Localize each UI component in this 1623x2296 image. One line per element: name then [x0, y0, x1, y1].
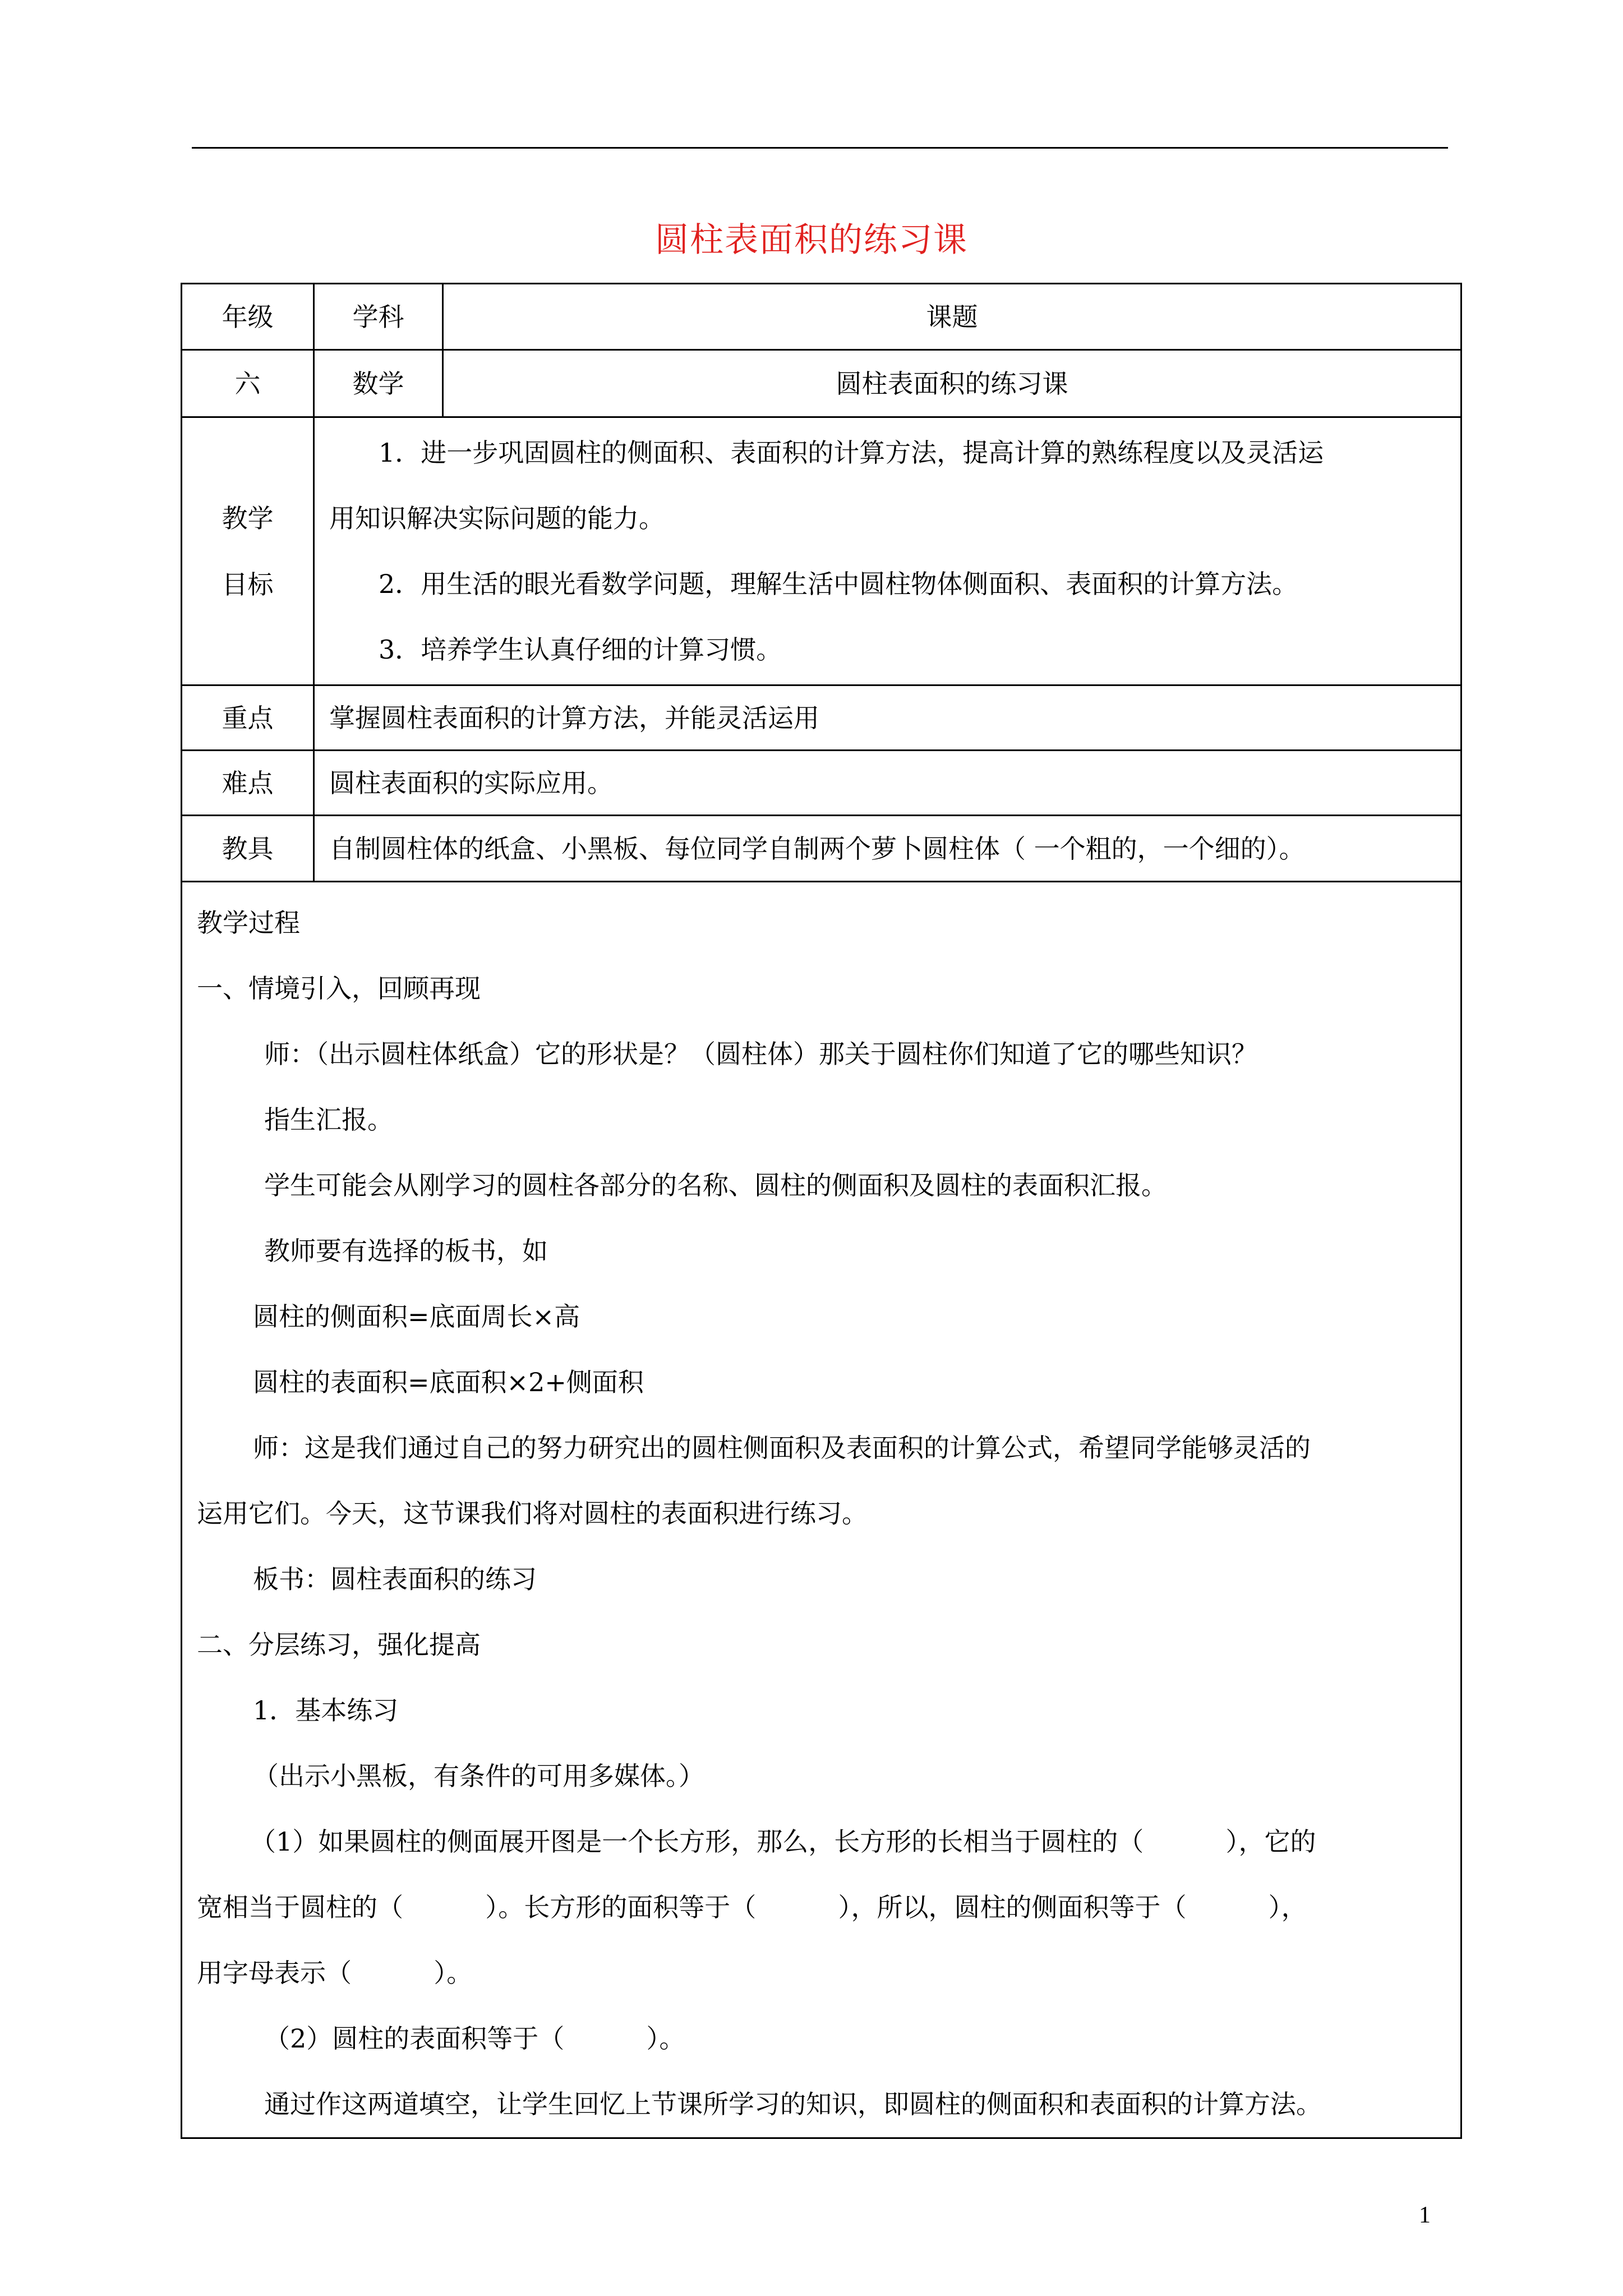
goals-label-line-2: 目标: [222, 569, 274, 600]
process-line: 用字母表示（ ）。: [197, 1958, 473, 1988]
process-line: 板书：圆柱表面积的练习: [253, 1564, 537, 1594]
tools-row: [182, 816, 1461, 882]
key-point-row: [182, 685, 1461, 751]
key-point-text: 掌握圆柱表面积的计算方法，并能灵活运用: [314, 685, 1461, 751]
process-line: （1）如果圆柱的侧面展开图是一个长方形，那么，长方形的长相当于圆柱的（ ），它的: [250, 1826, 1316, 1857]
goals-label: [182, 417, 314, 685]
goals-label-line-1: 教学: [222, 503, 274, 533]
tools-label: 教具: [182, 816, 314, 882]
goal-item-1-continued: 用知识解决实际问题的能力。: [329, 503, 665, 533]
key-point-label: 重点: [182, 685, 314, 751]
tools-text: 自制圆柱体的纸盒、小黑板、每位同学自制两个萝卜圆柱体（ 一个粗的，一个细的）。: [314, 816, 1461, 882]
goal-item-3: 3．培养学生认真仔细的计算习惯。: [379, 634, 782, 665]
page-number: 1: [1419, 2202, 1431, 2228]
process-line: （出示小黑板，有条件的可用多媒体。）: [253, 1761, 704, 1791]
difficulty-row: [182, 751, 1461, 816]
process-line: 教师要有选择的板书，如: [264, 1236, 548, 1266]
process-line: 一、情境引入，回顾再现: [197, 973, 481, 1004]
goal-item-1: 1．进一步巩固圆柱的侧面积、表面积的计算方法，提高计算的熟练程度以及灵活运: [379, 437, 1324, 468]
process-line: （2）圆柱的表面积等于（ ）。: [264, 2023, 685, 2054]
subject-header: 学科: [314, 284, 443, 350]
teaching-process: [182, 882, 1461, 2138]
process-row: [182, 882, 1461, 2138]
table-info-row: [182, 350, 1461, 417]
difficulty-label: 难点: [182, 751, 314, 816]
difficulty-text: 圆柱表面积的实际应用。: [314, 751, 1461, 816]
process-line: 指生汇报。: [264, 1105, 393, 1135]
process-line: 通过作这两道填空，让学生回忆上节课所学习的知识，即圆柱的侧面积和表面积的计算方法。: [264, 2089, 1322, 2119]
process-line: 师：（出示圆柱体纸盒）它的形状是？（圆柱体）那关于圆柱你们知道了它的哪些知识？: [264, 1039, 1257, 1069]
goals-content: [314, 417, 1461, 685]
process-line: 师：这是我们通过自己的努力研究出的圆柱侧面积及表面积的计算公式，希望同学能够灵活的: [253, 1433, 1311, 1463]
process-line: 二、分层练习，强化提高: [197, 1630, 481, 1660]
table-header-row: [182, 284, 1461, 350]
goal-item-2: 2．用生活的眼光看数学问题，理解生活中圆柱物体侧面积、表面积的计算方法。: [379, 568, 1298, 599]
process-line: 宽相当于圆柱的（ ）。长方形的面积等于（ ），所以，圆柱的侧面积等于（ ），: [197, 1892, 1307, 1922]
lesson-plan-table: [181, 283, 1462, 2139]
grade-value: 六: [182, 350, 314, 417]
process-line: 圆柱的侧面积=底面周长×高: [253, 1301, 580, 1332]
document-title: 圆柱表面积的练习课: [655, 220, 968, 260]
header-rule: [192, 147, 1448, 149]
process-line: 学生可能会从刚学习的圆柱各部分的名称、圆柱的侧面积及圆柱的表面积汇报。: [264, 1170, 1167, 1200]
subject-value: 数学: [314, 350, 443, 417]
process-line: 1．基本练习: [253, 1695, 399, 1726]
grade-header: 年级: [182, 284, 314, 350]
process-line: 圆柱的表面积=底面积×2+侧面积: [253, 1367, 644, 1397]
topic-value: 圆柱表面积的练习课: [443, 350, 1461, 417]
goals-row: [182, 417, 1461, 685]
topic-header: 课题: [443, 284, 1461, 350]
process-line: 运用它们。今天，这节课我们将对圆柱的表面积进行练习。: [197, 1498, 868, 1529]
process-heading: 教学过程: [197, 908, 300, 938]
